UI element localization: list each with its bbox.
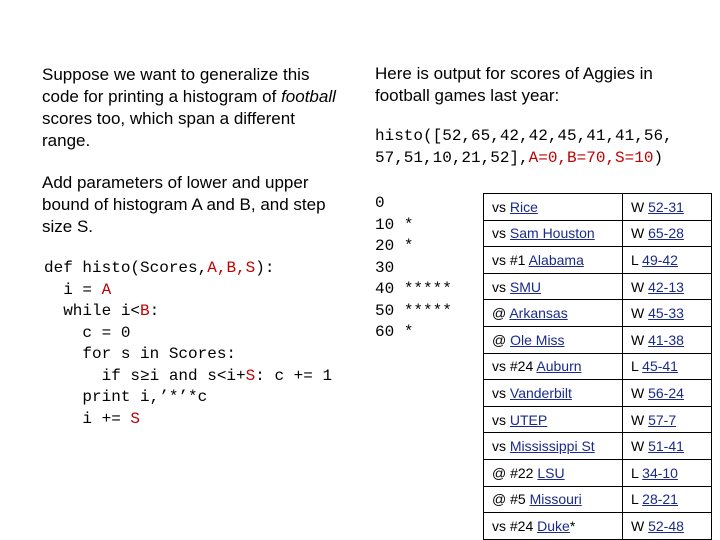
code-line-8: i += S	[44, 409, 141, 428]
histogram-line	[375, 279, 452, 301]
code-line-5: for s in Scores:	[44, 345, 237, 363]
opponent-link[interactable]: Sam Houston	[509, 225, 595, 242]
params-paragraph: Add parameters of lower and upper bound of histogram A and B, and step size S.	[42, 173, 326, 236]
call-line-2: 57,51,10,21,52],A=0,B=70,S=10)	[375, 148, 664, 167]
opponent-cell: @ Ole Miss	[484, 326, 623, 353]
code-line-4: c = 0	[44, 323, 131, 342]
opponent-cell: vs UTEP	[484, 406, 623, 433]
score-link[interactable]: 51-41	[648, 438, 684, 455]
opponent-cell: vs Vanderbilt	[484, 380, 623, 407]
result-cell: W 56-24	[623, 380, 712, 407]
result-cell: W 52-31	[623, 194, 712, 221]
histogram-line	[375, 258, 452, 280]
score-link[interactable]: 28-21	[642, 491, 678, 508]
score-link[interactable]: 45-41	[642, 358, 678, 375]
score-link[interactable]: 52-48	[648, 517, 684, 534]
result-cell: L 28-21	[623, 486, 712, 513]
opponent-link[interactable]: LSU	[537, 464, 565, 481]
result-cell: W 57-7	[623, 406, 712, 433]
games-table	[483, 193, 712, 540]
histogram-stars: *	[403, 237, 414, 255]
result-cell: L 49-42	[623, 247, 712, 274]
opponent-link[interactable]: UTEP	[509, 411, 548, 428]
opponent-cell: @ #5 Missouri	[484, 486, 623, 513]
histogram-bin-label: 40	[375, 280, 404, 298]
result-cell: W 52-48	[623, 513, 712, 540]
score-link[interactable]: 57-7	[648, 411, 677, 428]
opponent-cell: vs Rice	[484, 194, 623, 221]
code-line-6: if s≥i and s<i+S: c += 1	[44, 366, 333, 385]
histogram-stars: *****	[403, 280, 452, 298]
opponent-link[interactable]: Rice	[509, 198, 538, 215]
table-row	[484, 326, 712, 353]
intro-paragraph	[42, 64, 342, 152]
score-link[interactable]: 45-33	[648, 305, 684, 322]
histogram-stars: *****	[403, 301, 452, 320]
table-row	[484, 513, 712, 540]
intro-emphasis: football	[281, 87, 336, 106]
table-row	[484, 406, 712, 433]
opponent-cell: vs #24 Duke*	[484, 513, 623, 540]
code-line-7: print i,’*’*c	[44, 388, 208, 406]
table-row	[484, 273, 712, 300]
table-row	[484, 300, 712, 327]
score-link[interactable]: 56-24	[648, 384, 684, 401]
opponent-link[interactable]: Ole Miss	[510, 331, 565, 348]
score-link[interactable]: 41-38	[648, 331, 684, 348]
opponent-link[interactable]: Missouri	[529, 491, 582, 508]
call-line-1: histo([52,65,42,42,45,41,41,56,	[375, 127, 673, 145]
histogram-line	[375, 322, 452, 344]
result-cell: W 65-28	[623, 220, 712, 247]
table-row	[484, 194, 712, 221]
opponent-cell: vs #1 Alabama	[484, 247, 623, 274]
opponent-cell: vs SMU	[484, 273, 623, 300]
table-row	[484, 486, 712, 513]
result-cell: W 42-13	[623, 273, 712, 300]
result-cell: L 34-10	[623, 459, 712, 486]
intro-text-end: scores too, which span a different range.	[42, 109, 295, 150]
opponent-link[interactable]: Mississippi St	[509, 438, 595, 455]
table-row	[484, 220, 712, 247]
histogram-output	[375, 193, 452, 344]
histogram-line	[375, 301, 452, 323]
histogram-stars: *	[403, 215, 414, 234]
score-link[interactable]: 52-31	[648, 198, 684, 215]
histogram-line	[375, 215, 452, 237]
table-row	[484, 380, 712, 407]
result-cell: W 51-41	[623, 433, 712, 460]
opponent-link[interactable]: Alabama	[528, 251, 584, 268]
score-link[interactable]: 42-13	[648, 278, 684, 295]
histogram-bin-label: 0	[375, 194, 404, 212]
score-link[interactable]: 49-42	[642, 251, 678, 268]
intro-text: Suppose we want to generalize this code for printing a histogram of	[42, 65, 310, 106]
histogram-bin-label: 50	[375, 301, 404, 320]
histogram-bin-label: 30	[375, 258, 404, 277]
code-line-2: i = A	[44, 280, 112, 299]
table-row	[484, 459, 712, 486]
result-cell: L 45-41	[623, 353, 712, 380]
output-intro: Here is output for scores of Aggies in football games last year:	[375, 64, 653, 105]
opponent-cell: vs Mississippi St	[484, 433, 623, 460]
histogram-stars: *	[403, 323, 414, 341]
opponent-link[interactable]: Vanderbilt	[509, 384, 572, 401]
histogram-bin-label: 60	[375, 323, 404, 341]
opponent-link[interactable]: SMU	[509, 278, 542, 295]
table-row	[484, 353, 712, 380]
code-line-3: while i<B:	[44, 302, 160, 320]
opponent-link[interactable]: Arkansas	[509, 305, 568, 322]
opponent-link[interactable]: Auburn	[536, 358, 582, 375]
histogram-line	[375, 193, 452, 215]
histo-call	[375, 126, 673, 169]
code-block	[44, 258, 332, 430]
result-cell: W 45-33	[623, 300, 712, 327]
score-link[interactable]: 65-28	[648, 225, 684, 242]
histogram-bin-label: 10	[375, 215, 404, 234]
opponent-link[interactable]: Duke	[537, 517, 570, 534]
opponent-cell: @ #22 LSU	[484, 459, 623, 486]
histogram-line	[375, 236, 452, 258]
score-link[interactable]: 34-10	[642, 464, 678, 481]
code-line-1: def histo(Scores,A,B,S):	[44, 259, 275, 277]
table-row	[484, 247, 712, 274]
opponent-cell: vs Sam Houston	[484, 220, 623, 247]
result-cell: W 41-38	[623, 326, 712, 353]
table-row	[484, 433, 712, 460]
opponent-cell: @ Arkansas	[484, 300, 623, 327]
opponent-cell: vs #24 Auburn	[484, 353, 623, 380]
histogram-bin-label: 20	[375, 237, 404, 255]
